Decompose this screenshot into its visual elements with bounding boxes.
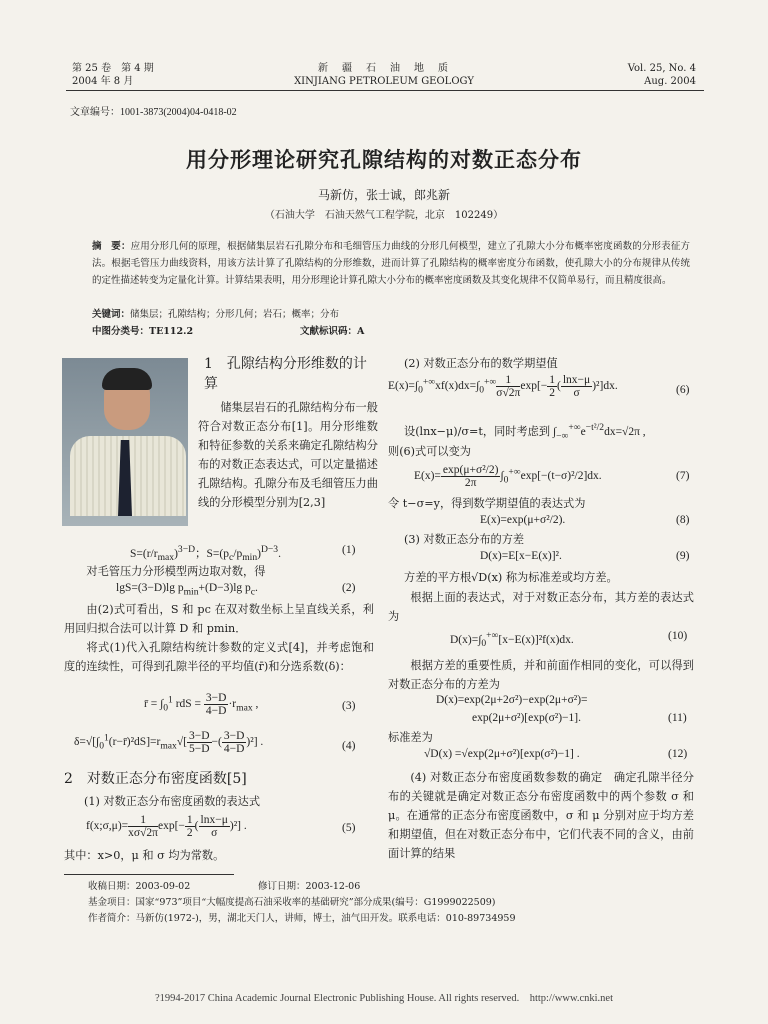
section1-paragraph1: 储集层岩石的孔隙结构分布一般符合对数正态分布[1]。用分形维数和特征参数的关系来确定孔隙结构分布的对数正态表达式，可以定量描述孔隙结构。孔隙分布及毛细管压力曲线的分形模型分别为[2,3] (198, 401, 378, 509)
paper-title: 用分形理论研究孔隙结构的对数正态分布 (186, 148, 582, 172)
equation-7: E(x)= $\frac{\text{exp(μ+σ²/2)}}{2\pi}$ $\int_0^{+\infty}\exp[-(t-\sigma)^2/2]dx$. (414, 464, 602, 489)
section1-paragraph4: 将式(1)代入孔隙结构统计参数的定义式[4]，并考虑饱和度的连续性，可得到孔隙半径的平均值(r̄)和分选系数(δ)： (64, 641, 374, 673)
keywords-text: 储集层；孔隙结构；分形几何；岩石；概率；分布 (130, 309, 340, 320)
equation-11-line2: exp(2μ+σ²)[exp(σ²)−1]. (472, 712, 581, 724)
section1-title: 1 孔隙结构分形维数的计算 (204, 356, 367, 392)
equation-4: $\delta=√[\int_0^1(r-r̄)^2dS]=r_{max}√$[ $\frac{3-D}{5-D}$ −( $\frac{3-D}{4-D}$ )²] . (74, 730, 264, 755)
right-paragraph8 (388, 768, 694, 863)
keywords (92, 306, 339, 323)
equation-5: f(x;σ,μ)= $\frac{1}{x\sigma√2\pi}$ exp[− $\frac{1}{2}$ ( $\frac{\ln x-\mu}{\sigma}$ )²] . (86, 814, 247, 839)
subheading-parameters: (4) 对数正态分布密度函数参数的确定 (410, 771, 603, 784)
section1-paragraph2: 对毛管压力分形模型两边取对数，得 (86, 565, 266, 578)
right-paragraph7: 标准差为 (388, 731, 433, 744)
gaussian-integral: $\int_{-\infty}^{+\infty}e^{-t^2/2}dx=√2\pi$ , (550, 422, 646, 442)
equation-2: lgS=(3−D)lg $p_{min}+(D-3)\lg$ $p_c$. (116, 582, 258, 598)
footnote-revised: 修订日期：2003-12-06 (258, 881, 361, 892)
footnote-author: 作者简介：马新仿(1972-)，男，湖北天门人，讲师，博士，油气田开发。联系电话：010-89734959 (88, 913, 516, 924)
footnote-rule (64, 874, 234, 875)
header-rule (66, 90, 704, 91)
clc-number: 中图分类号：TE112.2 (92, 326, 194, 337)
header-right (628, 62, 696, 88)
right-paragraph2: 则(6)式可以变为 (388, 445, 471, 458)
equation-9: D(x)=E[x−E(x)]². (480, 550, 562, 562)
right-paragraph6: 根据方差的重要性质，并和前面作相同的变化，可以得到对数正态分布的方差为 (388, 659, 694, 691)
affiliation: （石油大学 石油天然气工程学院，北京 102249） (264, 210, 504, 221)
equation-2-number: (2) (342, 582, 356, 594)
equation-6: $E(x)=\int_0^{+\infty}xf(x)dx=\int_0^{+\infty}$ $\frac{1}{\sigma√2\pi}$ exp[− $\frac{1}{2}$ ( $\frac{\ln x-\mu}{\sigma}$ )²]dx. (388, 374, 618, 399)
equation-11-line1: D(x)=exp(2μ+2σ²)−exp(2μ+σ²)= (436, 694, 588, 706)
document-code: 文献标识码：A (300, 326, 365, 337)
equation-7-number: (7) (676, 470, 690, 482)
equation-3-number: (3) (342, 700, 356, 712)
right-paragraph4: 方差的平方根√D(x) 称为标准差或均方差。 (404, 571, 618, 584)
equation-5-number: (5) (342, 822, 356, 834)
right-paragraph8-text: 确定孔隙半径分布的关键就是确定对数正态分布密度函数中的两个参数 σ 和 μ。在通常的正态分布密度函数中，σ 和 μ 分别对应于均方差和期望值，但在对数正态分布中，它们代表不同的含义，由前面计算的结果 (388, 771, 694, 860)
section2-title: 2 对数正态分布密度函数[5] (64, 771, 247, 787)
journal-name-en: XINJIANG PETROLEUM GEOLOGY (294, 76, 474, 87)
equation-4-number: (4) (342, 740, 356, 752)
equation-3: r̄ = $\int_0^1$ rdS = $\frac{3-D}{4-D}$ $\cdot r_{max}$ , (144, 692, 259, 717)
footnote-fund: 基金项目：国家“973”项目“大幅度提高石油采收率的基础研究”部分成果(编号：G1999022509) (88, 897, 496, 908)
equation-9-number: (9) (676, 550, 690, 562)
abstract-label: 摘 要： (92, 241, 131, 252)
keywords-label: 关键词： (92, 309, 131, 320)
section2-subheading1: (1) 对数正态分布密度函数的表达式 (84, 795, 261, 808)
date-cn: 2004 年 8 月 (72, 76, 134, 87)
equation-8: E(x)=exp(μ+σ²/2). (480, 514, 566, 526)
equation-1-number: (1) (342, 544, 356, 556)
equation-8-number: (8) (676, 514, 690, 526)
author-photo (62, 358, 188, 526)
right-paragraph5: 根据上面的表达式，对于对数正态分布，其方差的表达式为 (388, 591, 694, 623)
section2-paragraph1: 其中：x>0，μ 和 σ 均为常数。 (64, 849, 225, 862)
equation-12-number: (12) (668, 748, 688, 760)
equation-10: $D(x)=\int_0^{+\infty}[x-E(x)]^2f(x)dx$. (450, 630, 574, 650)
equation-10-number: (10) (668, 630, 688, 642)
copyright-line: ?1994-2017 China Academic Journal Electronic Publishing House. All rights reserved. http://www.cnki.net (154, 993, 614, 1004)
volume-en: Vol. 25, No. 4 (627, 63, 696, 74)
authors: 马新仿，张士诚，郎兆新 (317, 188, 450, 202)
equation-6-number: (6) (676, 384, 690, 396)
equation-11-number: (11) (668, 712, 687, 724)
footnote-received: 收稿日期：2003-09-02 (88, 881, 191, 892)
section1-paragraph3: 由(2)式可看出，S 和 pc 在双对数坐标上呈直线关系，利用回归拟合法可以计算 D 和 pmin． (64, 603, 374, 635)
right-paragraph3: 令 t−σ=y，得到数学期望值的表达式为 (388, 497, 586, 510)
subheading-expectation: (2) 对数正态分布的数学期望值 (404, 357, 558, 370)
abstract (92, 238, 690, 289)
date-en: Aug. 2004 (644, 76, 696, 87)
subheading-variance: (3) 对数正态分布的方差 (404, 533, 525, 546)
equation-12: √D(x) =√exp(2μ+σ²)[exp(σ²)−1] . (424, 748, 580, 760)
volume-cn: 第 25 卷 第 4 期 (72, 63, 154, 74)
right-paragraph1-text: 设(lnx−μ)/σ=t，同时考虑到 (404, 424, 551, 438)
equation-1: $S=(r/r_{max})^{3-D}$；$S=(p_c/p_{min})^{D-3}$. (130, 544, 281, 564)
abstract-text: 应用分形几何的原理，根据储集层岩石孔隙分布和毛细管压力曲线的分形几何模型，建立了孔隙大小分布概率密度函数的分形表征方法。根据毛管压力曲线资料，用该方法计算了孔隙结构的分形维数，进而计算了孔隙结构的概率密度分布函数，使孔隙大小的分布规律从传统的定性描述转变为定量化计算。计算结果表明，用分形理论计算孔隙大小分布的概率密度函数及其变化规律不仅简单易行，而且精度很高。 (92, 241, 690, 286)
journal-name-cn: 新 疆 石 油 地 质 (318, 63, 450, 74)
article-number: 文章编号：1001-3873(2004)04-0418-02 (70, 107, 237, 118)
